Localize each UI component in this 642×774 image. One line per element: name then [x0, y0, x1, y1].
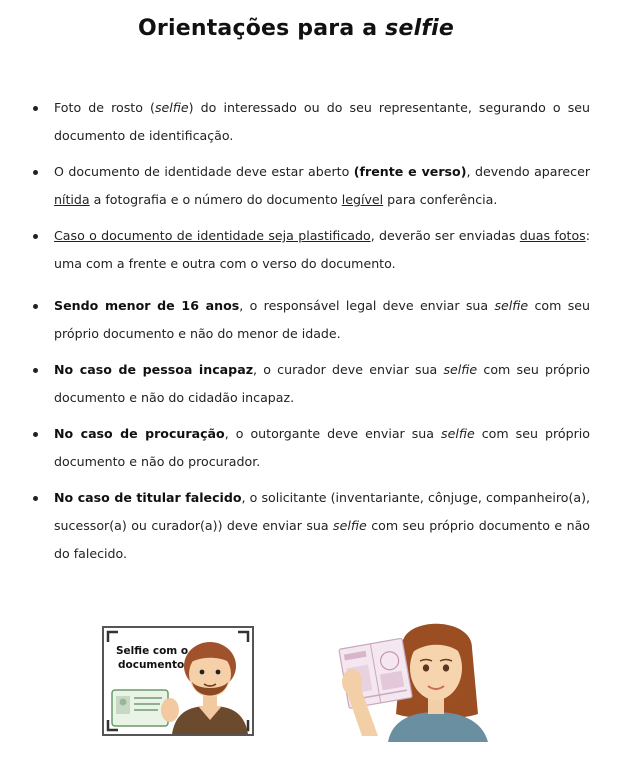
- guideline-text-segment: selfie: [154, 100, 189, 115]
- guideline-text-segment: Caso o documento de identidade seja plastificado: [54, 228, 371, 243]
- guideline-text-segment: para conferência.: [383, 192, 498, 207]
- guideline-text-segment: nítida: [54, 192, 90, 207]
- guidelines-list: [30, 94, 590, 576]
- guideline-text-segment: No caso de procuração: [54, 426, 225, 441]
- guideline-text-segment: , o curador deve enviar sua: [253, 362, 444, 377]
- guideline-text-segment: Foto de rosto (: [54, 100, 155, 115]
- guideline-text-segment: selfie: [441, 426, 475, 441]
- page-title: [0, 16, 592, 41]
- guideline-text-segment: com seu próprio documento e não do falecido.: [54, 518, 590, 561]
- guideline-text-segment: selfie: [494, 298, 529, 313]
- title-main: Orientações para a: [138, 16, 378, 41]
- guideline-text-segment: , o solicitante (inventariante, cônjuge, companheiro(a), sucessor(a) ou curador(a)) deve enviar sua: [54, 490, 590, 533]
- guideline-item: [30, 420, 590, 476]
- guideline-item: [30, 158, 590, 214]
- guideline-text-segment: ) do interessado ou do seu representante, segurando o seu documento de identificação.: [54, 100, 590, 143]
- title-italic: selfie: [385, 16, 454, 41]
- guideline-text-segment: , deverão ser enviadas: [370, 228, 520, 243]
- guideline-text-segment: a fotografia e o número do documento: [89, 192, 342, 207]
- guideline-item: [30, 356, 590, 412]
- caption-line2: documento: [118, 659, 185, 671]
- selfie-with-document-illustration: [102, 626, 254, 736]
- guideline-text-segment: , o outorgante deve enviar sua: [224, 426, 442, 441]
- guideline-item: [30, 222, 590, 278]
- guideline-text-segment: : uma com a frente e outra com o verso do documento.: [54, 228, 590, 271]
- guideline-text-segment: com seu próprio documento e não do menor de idade.: [54, 298, 591, 341]
- guideline-text-segment: selfie: [333, 518, 367, 533]
- guideline-text-segment: , o responsável legal deve enviar sua: [239, 298, 495, 313]
- guideline-text-segment: duas fotos: [519, 228, 586, 243]
- caption-line1: Selfie com o: [116, 645, 189, 657]
- guideline-text-segment: No caso de pessoa incapaz: [54, 362, 254, 377]
- guideline-text-segment: com seu próprio documento e não do procurador.: [54, 426, 590, 469]
- guideline-text-segment: Sendo menor de 16 anos: [54, 298, 240, 313]
- guideline-item: [30, 94, 590, 150]
- guideline-text-segment: selfie: [443, 362, 478, 377]
- guideline-text-segment: O documento de identidade deve estar aberto: [54, 164, 354, 179]
- guideline-text-segment: , devendo aparecer: [466, 164, 590, 179]
- guideline-item: [30, 484, 590, 568]
- guideline-text-segment: (frente e verso): [353, 164, 467, 179]
- guideline-text-segment: No caso de titular falecido: [54, 490, 242, 505]
- guideline-text-segment: com seu próprio documento e não do cidadão incapaz.: [54, 362, 590, 405]
- guideline-item: [30, 292, 590, 348]
- woman-holding-passport-illustration: [332, 616, 496, 742]
- guideline-text-segment: legível: [341, 192, 384, 207]
